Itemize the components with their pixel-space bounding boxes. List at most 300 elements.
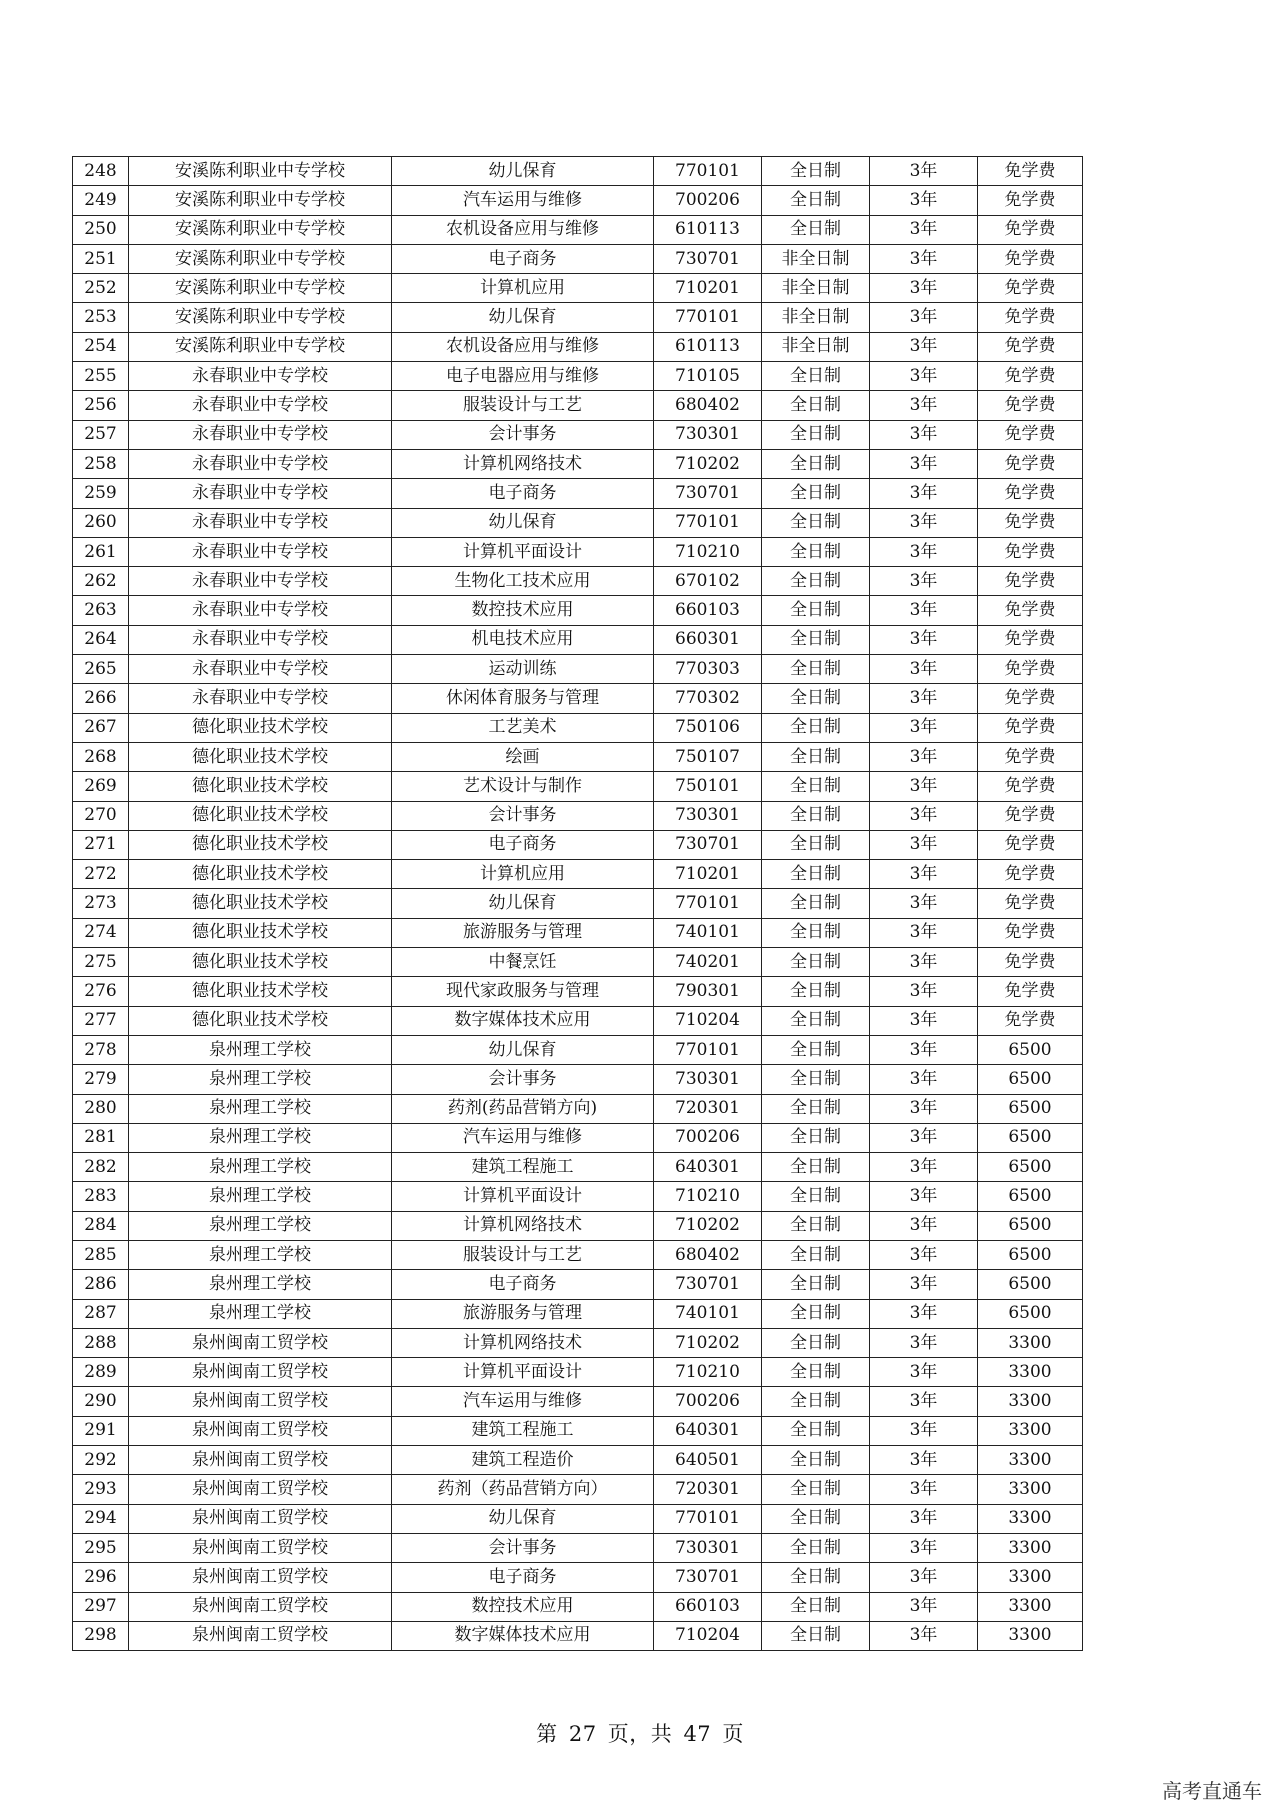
table-row — [73, 742, 1083, 771]
mode-cell: 全日制 — [762, 1065, 870, 1094]
seq-cell: 250 — [73, 215, 129, 244]
duration-cell: 3年 — [870, 801, 978, 830]
seq-cell: 297 — [73, 1592, 129, 1621]
mode-cell: 全日制 — [762, 625, 870, 654]
fee-cell: 免学费 — [978, 362, 1083, 391]
page-current: 27 — [568, 1722, 597, 1746]
table-row — [73, 1182, 1083, 1211]
table-row — [73, 1270, 1083, 1299]
school-cell: 德化职业技术学校 — [129, 742, 392, 771]
mode-cell: 全日制 — [762, 742, 870, 771]
duration-cell: 3年 — [870, 655, 978, 684]
duration-cell: 3年 — [870, 537, 978, 566]
mode-cell: 全日制 — [762, 537, 870, 566]
code-cell: 710201 — [654, 860, 762, 889]
seq-cell: 249 — [73, 186, 129, 215]
major-cell: 数字媒体技术应用 — [392, 1006, 654, 1035]
code-cell: 710202 — [654, 449, 762, 478]
duration-cell: 3年 — [870, 977, 978, 1006]
code-cell: 770101 — [654, 303, 762, 332]
fee-cell: 6500 — [978, 1299, 1083, 1328]
seq-cell: 260 — [73, 508, 129, 537]
mode-cell: 全日制 — [762, 1504, 870, 1533]
duration-cell: 3年 — [870, 1182, 978, 1211]
school-cell: 永春职业中专学校 — [129, 537, 392, 566]
fee-cell: 免学费 — [978, 772, 1083, 801]
duration-cell: 3年 — [870, 1592, 978, 1621]
school-cell: 泉州闽南工贸学校 — [129, 1563, 392, 1592]
table-row — [73, 1035, 1083, 1064]
fee-cell: 3300 — [978, 1416, 1083, 1445]
code-cell: 640501 — [654, 1446, 762, 1475]
duration-cell: 3年 — [870, 684, 978, 713]
major-cell: 农机设备应用与维修 — [392, 332, 654, 361]
major-cell: 汽车运用与维修 — [392, 186, 654, 215]
table-row — [73, 596, 1083, 625]
table-row — [73, 801, 1083, 830]
seq-cell: 256 — [73, 391, 129, 420]
code-cell: 730301 — [654, 801, 762, 830]
major-cell: 建筑工程施工 — [392, 1153, 654, 1182]
fee-cell: 免学费 — [978, 449, 1083, 478]
school-cell: 安溪陈利职业中专学校 — [129, 332, 392, 361]
code-cell: 790301 — [654, 977, 762, 1006]
school-cell: 永春职业中专学校 — [129, 596, 392, 625]
code-cell: 710204 — [654, 1006, 762, 1035]
major-cell: 电子商务 — [392, 830, 654, 859]
duration-cell: 3年 — [870, 362, 978, 391]
code-cell: 710210 — [654, 1182, 762, 1211]
code-cell: 710210 — [654, 1358, 762, 1387]
code-cell: 710210 — [654, 537, 762, 566]
fee-cell: 免学费 — [978, 889, 1083, 918]
code-cell: 730701 — [654, 1270, 762, 1299]
school-cell: 泉州闽南工贸学校 — [129, 1592, 392, 1621]
mode-cell: 全日制 — [762, 596, 870, 625]
code-cell: 750106 — [654, 713, 762, 742]
seq-cell: 273 — [73, 889, 129, 918]
duration-cell: 3年 — [870, 244, 978, 273]
duration-cell: 3年 — [870, 772, 978, 801]
code-cell: 770101 — [654, 1035, 762, 1064]
fee-cell: 免学费 — [978, 860, 1083, 889]
major-cell: 运动训练 — [392, 655, 654, 684]
seq-cell: 282 — [73, 1153, 129, 1182]
watermark-text: 高考直通车 — [1162, 1779, 1262, 1803]
table-row — [73, 274, 1083, 303]
page-suffix: 页 — [722, 1722, 744, 1746]
fee-cell: 6500 — [978, 1123, 1083, 1152]
seq-cell: 258 — [73, 449, 129, 478]
school-cell: 泉州理工学校 — [129, 1211, 392, 1240]
seq-cell: 276 — [73, 977, 129, 1006]
mode-cell: 全日制 — [762, 1592, 870, 1621]
duration-cell: 3年 — [870, 713, 978, 742]
mode-cell: 全日制 — [762, 420, 870, 449]
school-cell: 永春职业中专学校 — [129, 625, 392, 654]
table-row — [73, 1240, 1083, 1269]
code-cell: 710202 — [654, 1211, 762, 1240]
major-cell: 计算机平面设计 — [392, 1358, 654, 1387]
major-cell: 旅游服务与管理 — [392, 1299, 654, 1328]
table-row — [73, 655, 1083, 684]
mode-cell: 非全日制 — [762, 274, 870, 303]
fee-cell: 免学费 — [978, 332, 1083, 361]
fee-cell: 免学费 — [978, 567, 1083, 596]
table-row — [73, 186, 1083, 215]
major-cell: 休闲体育服务与管理 — [392, 684, 654, 713]
mode-cell: 全日制 — [762, 1416, 870, 1445]
mode-cell: 全日制 — [762, 1475, 870, 1504]
school-cell: 永春职业中专学校 — [129, 391, 392, 420]
table-row — [73, 1299, 1083, 1328]
fee-cell: 6500 — [978, 1270, 1083, 1299]
table-row — [73, 449, 1083, 478]
major-cell: 服装设计与工艺 — [392, 1240, 654, 1269]
school-cell: 泉州闽南工贸学校 — [129, 1504, 392, 1533]
duration-cell: 3年 — [870, 1123, 978, 1152]
fee-cell: 免学费 — [978, 596, 1083, 625]
table-row — [73, 1065, 1083, 1094]
mode-cell: 全日制 — [762, 1358, 870, 1387]
mode-cell: 全日制 — [762, 567, 870, 596]
fee-cell: 免学费 — [978, 977, 1083, 1006]
code-cell: 700206 — [654, 1387, 762, 1416]
major-cell: 汽车运用与维修 — [392, 1123, 654, 1152]
table-row — [73, 1416, 1083, 1445]
major-cell: 艺术设计与制作 — [392, 772, 654, 801]
table-row — [73, 215, 1083, 244]
fee-cell: 3300 — [978, 1592, 1083, 1621]
duration-cell: 3年 — [870, 596, 978, 625]
school-cell: 德化职业技术学校 — [129, 977, 392, 1006]
school-cell: 安溪陈利职业中专学校 — [129, 215, 392, 244]
fee-cell: 3300 — [978, 1533, 1083, 1562]
duration-cell: 3年 — [870, 1533, 978, 1562]
duration-cell: 3年 — [870, 215, 978, 244]
seq-cell: 279 — [73, 1065, 129, 1094]
major-cell: 会计事务 — [392, 420, 654, 449]
table-row — [73, 948, 1083, 977]
major-cell: 幼儿保育 — [392, 889, 654, 918]
seq-cell: 252 — [73, 274, 129, 303]
fee-cell: 免学费 — [978, 684, 1083, 713]
major-cell: 旅游服务与管理 — [392, 918, 654, 947]
seq-cell: 277 — [73, 1006, 129, 1035]
mode-cell: 全日制 — [762, 860, 870, 889]
mode-cell: 全日制 — [762, 1035, 870, 1064]
school-cell: 德化职业技术学校 — [129, 860, 392, 889]
duration-cell: 3年 — [870, 918, 978, 947]
seq-cell: 287 — [73, 1299, 129, 1328]
school-cell: 德化职业技术学校 — [129, 918, 392, 947]
school-cell: 泉州闽南工贸学校 — [129, 1475, 392, 1504]
school-cell: 泉州闽南工贸学校 — [129, 1358, 392, 1387]
major-cell: 数控技术应用 — [392, 1592, 654, 1621]
major-cell: 工艺美术 — [392, 713, 654, 742]
school-cell: 德化职业技术学校 — [129, 948, 392, 977]
enrollment-table — [72, 156, 1083, 1651]
school-cell: 泉州闽南工贸学校 — [129, 1416, 392, 1445]
fee-cell: 免学费 — [978, 655, 1083, 684]
seq-cell: 295 — [73, 1533, 129, 1562]
code-cell: 640301 — [654, 1416, 762, 1445]
school-cell: 安溪陈利职业中专学校 — [129, 157, 392, 186]
table-row — [73, 157, 1083, 186]
code-cell: 710201 — [654, 274, 762, 303]
school-cell: 永春职业中专学校 — [129, 684, 392, 713]
fee-cell: 免学费 — [978, 713, 1083, 742]
seq-cell: 268 — [73, 742, 129, 771]
major-cell: 计算机网络技术 — [392, 449, 654, 478]
code-cell: 770302 — [654, 684, 762, 713]
duration-cell: 3年 — [870, 1328, 978, 1357]
seq-cell: 284 — [73, 1211, 129, 1240]
code-cell: 660103 — [654, 1592, 762, 1621]
mode-cell: 全日制 — [762, 1153, 870, 1182]
duration-cell: 3年 — [870, 1270, 978, 1299]
seq-cell: 275 — [73, 948, 129, 977]
seq-cell: 274 — [73, 918, 129, 947]
duration-cell: 3年 — [870, 1006, 978, 1035]
school-cell: 德化职业技术学校 — [129, 713, 392, 742]
table-row — [73, 1504, 1083, 1533]
table-row — [73, 1153, 1083, 1182]
school-cell: 泉州理工学校 — [129, 1123, 392, 1152]
fee-cell: 免学费 — [978, 1006, 1083, 1035]
fee-cell: 免学费 — [978, 391, 1083, 420]
mode-cell: 全日制 — [762, 1006, 870, 1035]
fee-cell: 免学费 — [978, 244, 1083, 273]
table-row — [73, 1563, 1083, 1592]
school-cell: 安溪陈利职业中专学校 — [129, 274, 392, 303]
mode-cell: 全日制 — [762, 1094, 870, 1123]
school-cell: 泉州理工学校 — [129, 1035, 392, 1064]
seq-cell: 255 — [73, 362, 129, 391]
table-row — [73, 1328, 1083, 1357]
major-cell: 计算机应用 — [392, 860, 654, 889]
major-cell: 药剂（药品营销方向） — [392, 1475, 654, 1504]
table-row — [73, 1123, 1083, 1152]
code-cell: 770101 — [654, 889, 762, 918]
school-cell: 安溪陈利职业中专学校 — [129, 303, 392, 332]
code-cell: 730701 — [654, 479, 762, 508]
major-cell: 中餐烹饪 — [392, 948, 654, 977]
seq-cell: 272 — [73, 860, 129, 889]
code-cell: 720301 — [654, 1094, 762, 1123]
fee-cell: 3300 — [978, 1475, 1083, 1504]
code-cell: 660103 — [654, 596, 762, 625]
fee-cell: 免学费 — [978, 918, 1083, 947]
school-cell: 泉州理工学校 — [129, 1240, 392, 1269]
code-cell: 740201 — [654, 948, 762, 977]
seq-cell: 285 — [73, 1240, 129, 1269]
school-cell: 德化职业技术学校 — [129, 889, 392, 918]
duration-cell: 3年 — [870, 186, 978, 215]
school-cell: 泉州理工学校 — [129, 1153, 392, 1182]
code-cell: 730301 — [654, 1065, 762, 1094]
seq-cell: 263 — [73, 596, 129, 625]
fee-cell: 6500 — [978, 1094, 1083, 1123]
mode-cell: 全日制 — [762, 1446, 870, 1475]
fee-cell: 3300 — [978, 1621, 1083, 1650]
mode-cell: 全日制 — [762, 479, 870, 508]
mode-cell: 全日制 — [762, 1270, 870, 1299]
duration-cell: 3年 — [870, 157, 978, 186]
mode-cell: 全日制 — [762, 889, 870, 918]
fee-cell: 3300 — [978, 1446, 1083, 1475]
fee-cell: 免学费 — [978, 948, 1083, 977]
table-row — [73, 479, 1083, 508]
school-cell: 安溪陈利职业中专学校 — [129, 186, 392, 215]
duration-cell: 3年 — [870, 479, 978, 508]
duration-cell: 3年 — [870, 332, 978, 361]
mode-cell: 全日制 — [762, 362, 870, 391]
school-cell: 泉州理工学校 — [129, 1065, 392, 1094]
duration-cell: 3年 — [870, 1475, 978, 1504]
table-row — [73, 332, 1083, 361]
table-row — [73, 420, 1083, 449]
page-prefix: 第 — [536, 1722, 558, 1746]
duration-cell: 3年 — [870, 1153, 978, 1182]
seq-cell: 266 — [73, 684, 129, 713]
major-cell: 服装设计与工艺 — [392, 391, 654, 420]
seq-cell: 278 — [73, 1035, 129, 1064]
school-cell: 泉州闽南工贸学校 — [129, 1328, 392, 1357]
seq-cell: 262 — [73, 567, 129, 596]
code-cell: 610113 — [654, 332, 762, 361]
code-cell: 670102 — [654, 567, 762, 596]
duration-cell: 3年 — [870, 830, 978, 859]
fee-cell: 3300 — [978, 1563, 1083, 1592]
duration-cell: 3年 — [870, 567, 978, 596]
school-cell: 泉州闽南工贸学校 — [129, 1621, 392, 1650]
major-cell: 计算机平面设计 — [392, 537, 654, 566]
mode-cell: 全日制 — [762, 508, 870, 537]
school-cell: 永春职业中专学校 — [129, 508, 392, 537]
school-cell: 德化职业技术学校 — [129, 1006, 392, 1035]
school-cell: 永春职业中专学校 — [129, 420, 392, 449]
mode-cell: 全日制 — [762, 1621, 870, 1650]
seq-cell: 251 — [73, 244, 129, 273]
code-cell: 750101 — [654, 772, 762, 801]
major-cell: 数字媒体技术应用 — [392, 1621, 654, 1650]
fee-cell: 免学费 — [978, 830, 1083, 859]
seq-cell: 292 — [73, 1446, 129, 1475]
seq-cell: 259 — [73, 479, 129, 508]
code-cell: 730301 — [654, 1533, 762, 1562]
seq-cell: 253 — [73, 303, 129, 332]
table-row — [73, 977, 1083, 1006]
seq-cell: 293 — [73, 1475, 129, 1504]
code-cell: 710105 — [654, 362, 762, 391]
mode-cell: 全日制 — [762, 1123, 870, 1152]
mode-cell: 全日制 — [762, 1211, 870, 1240]
mode-cell: 全日制 — [762, 215, 870, 244]
code-cell: 730701 — [654, 830, 762, 859]
major-cell: 幼儿保育 — [392, 1035, 654, 1064]
page-mid: 页，共 — [607, 1722, 673, 1746]
table-row — [73, 860, 1083, 889]
seq-cell: 248 — [73, 157, 129, 186]
school-cell: 德化职业技术学校 — [129, 830, 392, 859]
seq-cell: 281 — [73, 1123, 129, 1152]
fee-cell: 6500 — [978, 1035, 1083, 1064]
seq-cell: 265 — [73, 655, 129, 684]
duration-cell: 3年 — [870, 1211, 978, 1240]
duration-cell: 3年 — [870, 860, 978, 889]
major-cell: 计算机应用 — [392, 274, 654, 303]
duration-cell: 3年 — [870, 1387, 978, 1416]
mode-cell: 全日制 — [762, 1387, 870, 1416]
mode-cell: 全日制 — [762, 713, 870, 742]
fee-cell: 6500 — [978, 1065, 1083, 1094]
duration-cell: 3年 — [870, 1240, 978, 1269]
duration-cell: 3年 — [870, 420, 978, 449]
table-row — [73, 1475, 1083, 1504]
duration-cell: 3年 — [870, 274, 978, 303]
duration-cell: 3年 — [870, 1621, 978, 1650]
school-cell: 泉州理工学校 — [129, 1299, 392, 1328]
code-cell: 680402 — [654, 391, 762, 420]
major-cell: 幼儿保育 — [392, 508, 654, 537]
table-row — [73, 1387, 1083, 1416]
mode-cell: 全日制 — [762, 655, 870, 684]
mode-cell: 非全日制 — [762, 303, 870, 332]
major-cell: 建筑工程施工 — [392, 1416, 654, 1445]
school-cell: 永春职业中专学校 — [129, 567, 392, 596]
school-cell: 德化职业技术学校 — [129, 772, 392, 801]
major-cell: 会计事务 — [392, 1533, 654, 1562]
major-cell: 电子商务 — [392, 244, 654, 273]
duration-cell: 3年 — [870, 1094, 978, 1123]
seq-cell: 270 — [73, 801, 129, 830]
fee-cell: 免学费 — [978, 801, 1083, 830]
school-cell: 泉州闽南工贸学校 — [129, 1446, 392, 1475]
table-row — [73, 1211, 1083, 1240]
duration-cell: 3年 — [870, 508, 978, 537]
school-cell: 泉州闽南工贸学校 — [129, 1387, 392, 1416]
major-cell: 电子商务 — [392, 1563, 654, 1592]
table-row — [73, 713, 1083, 742]
fee-cell: 免学费 — [978, 303, 1083, 332]
mode-cell: 全日制 — [762, 1533, 870, 1562]
fee-cell: 3300 — [978, 1358, 1083, 1387]
major-cell: 电子商务 — [392, 479, 654, 508]
seq-cell: 291 — [73, 1416, 129, 1445]
duration-cell: 3年 — [870, 303, 978, 332]
fee-cell: 6500 — [978, 1182, 1083, 1211]
fee-cell: 免学费 — [978, 742, 1083, 771]
mode-cell: 非全日制 — [762, 332, 870, 361]
code-cell: 770101 — [654, 1504, 762, 1533]
major-cell: 数控技术应用 — [392, 596, 654, 625]
code-cell: 730701 — [654, 244, 762, 273]
seq-cell: 298 — [73, 1621, 129, 1650]
mode-cell: 全日制 — [762, 1182, 870, 1211]
code-cell: 710202 — [654, 1328, 762, 1357]
fee-cell: 3300 — [978, 1387, 1083, 1416]
major-cell: 汽车运用与维修 — [392, 1387, 654, 1416]
school-cell: 安溪陈利职业中专学校 — [129, 244, 392, 273]
duration-cell: 3年 — [870, 948, 978, 977]
mode-cell: 全日制 — [762, 1299, 870, 1328]
code-cell: 770101 — [654, 508, 762, 537]
mode-cell: 全日制 — [762, 772, 870, 801]
table-row — [73, 1446, 1083, 1475]
fee-cell: 免学费 — [978, 479, 1083, 508]
table-row — [73, 303, 1083, 332]
